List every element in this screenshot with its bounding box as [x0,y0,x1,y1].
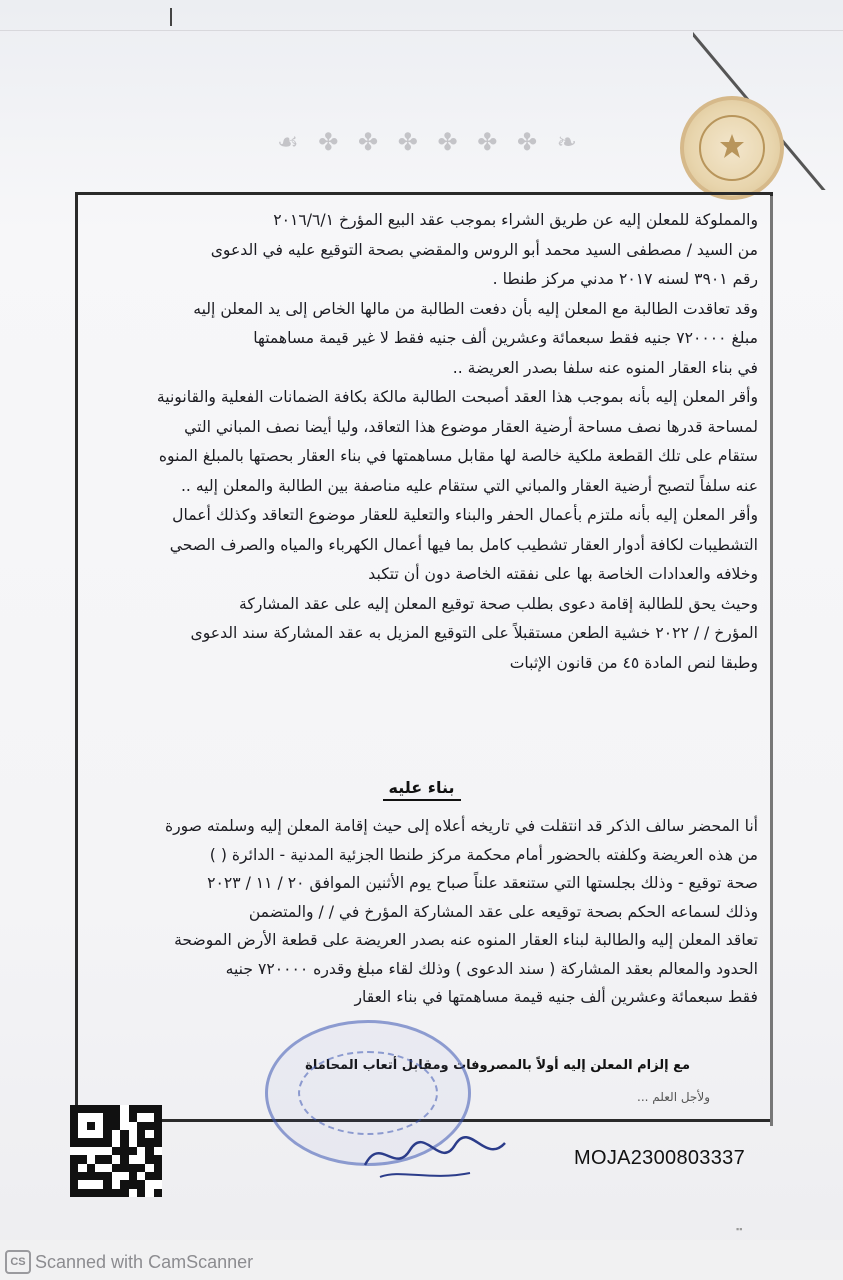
body-line: والمملوكة للمعلن إليه عن طريق الشراء بموجب عقد البيع المؤرخ ٢٠١٦/٦/١ [273,211,758,229]
body-line: عنه سلفاً لتصبح أرضية العقار والمباني التي ستقام عليه مناصفة بين الطالبة والمعلن إليه .. [180,476,758,495]
body-line: رقم ٣٩٠١ لسنه ٢٠١٧ مدني مركز طنطا . [492,270,758,288]
body-line: التشطيبات لكافة أدوار العقار تشطيب كامل بما فيها أعمال الكهرباء والمياه والصرف الصحي [169,535,758,554]
closing-line: أنا المحضر سالف الذكر قد انتقلت في تاريخه أعلاه إلى حيث إقامة المعلن إليه وسلمته صورة [164,817,758,835]
body-line: وطبقا لنص المادة ٤٥ من قانون الإثبات [509,653,758,672]
section-heading-text: بناء عليه [383,778,461,801]
body-line: وحيث يحق للطالبة إقامة دعوى بطلب صحة توقيع المعلن إليه على عقد المشاركة [239,594,758,613]
camscanner-logo-icon: CS [5,1250,31,1274]
closing-line: تعاقد المعلن إليه والطالبة لبناء العقار المنوه عنه بصدر العريضة على قطعة الأرض الموضحة [174,931,758,949]
body-line: المؤرخ / / ٢٠٢٢ خشية الطعن مستقبلاً على التوقيع المزيل به عقد المشاركة سند الدعوى [190,624,758,642]
closing-line: وذلك لسماعه الحكم بصحة توقيعه على عقد المشاركة المؤرخ في / / والمتضمن [248,902,758,921]
body-line: مبلغ ٧٢٠٠٠٠ جنيه فقط سبعمائة وعشرين ألف جنيه فقط لا غير قيمة مساهمتها [253,329,758,347]
body-line: وقد تعاقدت الطالبة مع المعلن إليه بأن دفعت الطالبة من مالها الخاص إلى يد المعلن إليه [193,299,758,318]
body-line: وخلافه والعدادات الخاصة بها على نفقته الخاصة دون أن تتكبد [368,565,758,583]
handwritten-signature-icon [360,1125,510,1185]
costs-clause: مع إلزام المعلن إليه أولاً بالمصروفات ومقابل أتعاب المحاماة [305,1058,690,1073]
margin-tick [170,8,172,26]
closing-line: من هذه العريضة وكلفته بالحضور أمام محكمة مركز طنطا الجزئية المدنية - الدائرة ( ) [209,845,758,864]
closing-line: فقط سبعمائة وعشرين ألف جنيه قيمة مساهمتها في بناء العقار [354,988,758,1006]
document-body [95,206,758,678]
body-line: وأقر المعلن إليه بأنه بموجب هذا العقد أصبحت الطالبة مالكة بكافة الضمانات الفعلية والقانونية [156,388,758,406]
scanner-text: Scanned with CamScanner [35,1251,254,1272]
header-ornament: ☙ ✤ ✤ ✤ ✤ ✤ ✤ ❧ [277,128,583,156]
body-line: وأقر المعلن إليه بأنه ملتزم بأعمال الحفر والبناء والتعلية للعقار موضوع التعاقد وكذلك أعمال [172,506,758,524]
ministry-seal-icon [680,96,784,200]
body-line: لمساحة قدرها نصف مساحة أرضية العقار موضوع هذا التعاقد، وليا أيضا نصف المباني التي [184,417,758,436]
qr-code-icon [70,1105,162,1197]
document-code: MOJA2300803337 [574,1147,745,1169]
signoff-text: ولأجل العلم ... [637,1090,710,1104]
corner-label: ▪▪ [736,1224,743,1234]
closing-section [95,812,758,1012]
section-heading [0,778,843,797]
body-line: في بناء العقار المنوه عنه سلفا بصدر العريضة .. [452,358,758,377]
frame-edge [770,196,773,1126]
scanner-watermark [5,1250,253,1274]
body-line: ستقام على تلك القطعة ملكية خالصة لها مقابل مساهمتها في بناء العقار بحصتها بالمبلغ المنوه [158,447,758,465]
closing-line: الحدود والمعالم بعقد المشاركة ( سند الدعوى ) وذلك لقاء مبلغ وقدره ٧٢٠٠٠٠ جنيه [225,959,758,978]
closing-line: صحة توقيع - وذلك بجلستها التي ستنعقد علناً صباح يوم الأثنين الموافق ٢٠ / ١١ / ٢٠٢٣ [207,874,758,892]
body-line: من السيد / مصطفى السيد محمد أبو الروس والمقضي بصحة التوقيع عليه في الدعوى [210,240,758,259]
